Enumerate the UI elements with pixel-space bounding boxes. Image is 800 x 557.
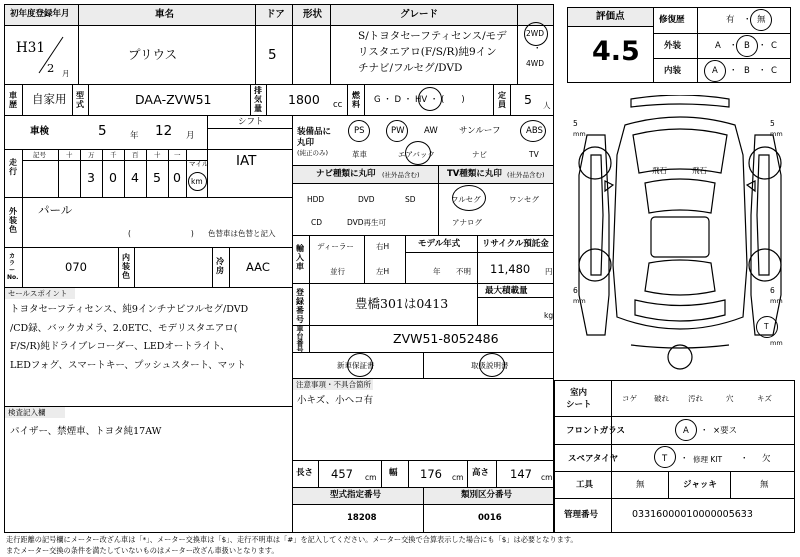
drive-4wd: 4WD [526,59,544,68]
model-value: DAA-ZVW51 [135,92,212,107]
import-parallel: 並行 [330,267,345,276]
ext-opt-b: B [744,41,750,51]
spare-diagram-mark: T [764,322,769,331]
tire-mm-fr: mm [770,130,783,138]
model-year-label: モデル年式 [418,239,461,249]
usage-label: 車歴 [9,91,17,109]
ext-opt-c: C [771,41,777,51]
windshield-opt-dot: ・ [700,426,709,436]
equip-pw: PW [391,126,405,136]
doc-warranty: 新車保証書 [337,361,375,370]
mileage-digit: 0 [173,170,181,185]
registration-label: 登録番号 [296,288,304,324]
equip-tv: TV [529,150,539,159]
grade-line-3: チナビ/フルセグ/DVD [358,62,463,74]
management-value: 03316000010000005633 [632,509,753,520]
navi-opt-dvd: DVD [358,195,375,204]
tools-label: 工具 [576,480,594,490]
stone-mark-left: 飛石 [652,166,667,175]
first-reg-label: 初年度登録年月 [10,9,70,19]
equip-aw: AW [424,126,438,136]
int-opt-a: A [712,66,718,76]
tire-mark-fr: 5 [770,119,775,128]
int-opt-b: B [744,66,750,76]
width-value: 176 [420,467,442,481]
fuel-options: G ・ D ・ HV ・ ( ) [374,95,465,105]
mileage-hdr-sen: 千 [110,151,117,159]
ext-label: 外装 [664,41,682,51]
sales-point-line: F/S/R)純ドライブレコーダー、LEDオートライト、 [10,341,230,352]
footer-note: またメーター交換の条件を満たしていないものはメーター改ざん車扱いとなります。 [6,546,279,555]
windshield-opt-a: A [683,426,689,436]
navi-opt-dvd-play: DVD再生可 [347,218,387,227]
chassis-label: 車台番号 [296,325,304,354]
aircon-label: 冷房 [216,257,224,275]
capacity-label: 定員 [498,91,506,109]
inspection-month-unit: 月 [186,131,195,141]
shift-value: IAT [236,153,257,169]
exterior-color-paren: ( ) [128,229,194,238]
import-label: 輸入車 [296,244,304,271]
windshield-a-circle [675,419,697,441]
repair-no-circle [750,9,772,31]
int-opt-dot: ・ [729,66,738,76]
mileage-hdr-ichi: 一 [174,151,181,159]
repair-opt-yes: 有 [726,15,735,25]
spare-opt-dot: ・ [680,454,689,464]
height-label: 高さ [472,468,490,478]
tv-title: TV種類に丸印 [447,169,502,179]
equip-abs: ABS [526,126,543,136]
int-opt-dot: ・ [758,66,767,76]
equipment-title: (純正のみ) [297,149,329,157]
int-opt-c: C [771,66,777,76]
seat-opt-hole: 穴 [726,394,734,403]
notes-value: 小キズ、小ヘコ有 [297,395,374,406]
sales-point-line: トヨタセーフティセンス、純9インチナビフルセグ/DVD [10,304,249,315]
height-value: 147 [510,467,532,481]
seat-opt-burn: コゲ [622,394,637,403]
category-label: 類別区分番号 [461,490,513,500]
seat-label: 室内 [570,388,588,398]
navi-opt-hdd: HDD [307,195,325,204]
recycle-unit: 円 [545,267,553,276]
car-name-label: 車名 [155,9,175,20]
navi-opt-cd: CD [311,218,323,227]
import-rh: 右H [376,242,390,251]
footer-note: 走行距離の記号欄にメーター改ざん車は「*」、メーター交換車は「$」、走行不明車は「#」を記入してください。メーター交換で合算表示した場合にも「$」は必要となります。 [6,535,578,544]
inspection-year: 5 [98,123,107,139]
height-unit: cm [541,473,553,482]
mileage-digit: 0 [109,170,117,185]
tire-mm-rl: mm [573,297,586,305]
width-label: 幅 [389,468,398,478]
aircon-value: AAC [246,260,270,274]
mileage-label: 走行 [9,158,17,176]
door-label: ドア [266,9,285,20]
score-value: 4.5 [592,36,640,67]
spare-t-circle [654,446,676,468]
tire-mark-rl: 6 [573,286,578,295]
doc-manual-circle [479,353,505,377]
displacement-value: 1800 [288,92,320,107]
usage-value: 自家用 [32,92,67,106]
spare-diagram-mm: mm [770,339,783,347]
type-designation-value: 18208 [347,513,377,523]
length-value: 457 [331,467,353,481]
mileage-digit: 3 [87,170,95,185]
ext-opt-dot: ・ [729,41,738,51]
tire-mark-rr: 6 [770,286,775,295]
tv-sub: (社外品含む) [507,171,545,179]
stone-mark-right: 飛石 [692,166,707,175]
equipment-title: 装備品に [297,127,332,137]
mileage-hdr-juu: 十 [154,151,161,159]
equip-leather: 革車 [352,150,367,159]
mileage-digit: 4 [131,170,139,185]
tire-mm-rr: mm [770,297,783,305]
capacity-unit: 人 [543,101,551,110]
drive-dot: ・ [533,44,542,54]
mileage-hdr-man: 万 [88,151,95,159]
color-no-label: カラーNo. [7,253,19,281]
mileage-km: km [191,177,203,186]
int-label: 内装 [664,66,682,76]
shape-label: 形状 [303,9,323,20]
equip-pw-circle [386,120,408,142]
fuel-hv-circle [418,87,442,111]
grade-label: グレード [400,9,439,20]
import-dealer: ディーラー [317,242,354,251]
model-year-unknown: 不明 [456,267,471,276]
model-label: 型式 [76,91,84,109]
score-label: 評価点 [596,11,625,22]
mileage-mile-label: マイル [189,160,209,168]
width-unit: cm [452,473,464,482]
mileage-hdr-hyaku: 百 [132,151,139,159]
mileage-hdr-symbol: 記号 [33,151,46,159]
seat-opt-scratch: キズ [757,394,772,403]
jack-value: 無 [760,480,769,490]
ext-b-circle [736,35,758,57]
spare-opt-dot: ・ [740,454,749,464]
notes-label: 注意事項・不具合箇所 [296,380,371,389]
tv-opt-oneseg: ワンセグ [509,195,539,204]
registration-value: 豊橋301は0413 [355,296,449,311]
navi-title: ナビ種類に丸印 [316,169,376,179]
max-load-label: 最大積載量 [485,286,528,296]
doc-warranty-circle [347,353,373,377]
jack-label: ジャッキ [683,480,717,490]
windshield-label: フロントガラス [566,426,625,436]
equipment-title: 丸印 [297,138,315,148]
length-unit: cm [365,473,377,482]
exterior-color-label: 外装色 [9,207,17,234]
capacity-value: 5 [524,92,532,107]
category-value: 0016 [478,513,502,523]
seat-opt-dirt: 汚れ [688,394,703,403]
inspection-month: 12 [155,123,173,139]
first-reg-month-unit: 月 [62,69,70,78]
model-year-unit: 年 [433,267,441,276]
tire-mark-fl: 5 [573,119,578,128]
ext-opt-a: A [715,41,721,51]
inspector-label: 検査記入欄 [8,408,46,417]
recycle-label: リサイクル預託金 [482,239,549,249]
tv-opt-fullseg: フルセグ [451,195,481,204]
shift-label: シフト [238,117,264,127]
equip-abs-circle [520,120,546,142]
grade-line-1: S/トヨタセーフティセンス/モデ [358,30,507,42]
repair-opt-no: 無 [757,15,766,25]
recycle-value: 11,480 [490,262,531,276]
int-a-circle [704,60,726,82]
exterior-color-note: 色替車は色替と記入 [208,229,276,238]
windshield-opt-x: ×要ス [713,426,738,436]
type-designation-label: 型式指定番号 [330,490,382,500]
tire-mm-fl: mm [573,130,586,138]
tv-fullseg-circle [452,185,486,211]
spare-label: スペアタイヤ [568,454,619,464]
sales-points-label: セールスポイント [8,289,68,298]
door-count: 5 [268,47,277,63]
interior-color-label: 内装色 [122,253,130,280]
inspection-year-unit: 年 [130,131,139,141]
color-no-value: 070 [65,260,87,274]
drive-2wd: 2WD [526,29,544,38]
tools-value: 無 [636,480,645,490]
equip-airbag-circle [405,141,431,165]
chassis-value: ZVW51-8052486 [393,331,499,346]
doc-manual: 取扱説明書 [471,361,509,370]
car-name: プリウス [128,47,178,62]
max-load-unit: kg [544,311,554,320]
first-reg-month: 2 [47,61,55,75]
inspector-value: パイザー、禁煙車、トヨタ純17AW [10,426,162,437]
navi-sub: (社外品含む) [382,171,420,179]
grade-line-2: リスタエアロ(F/S/R)純9イン [358,46,497,58]
repair-label: 修復歴 [659,15,685,25]
length-label: 長さ [296,468,314,478]
sales-point-line: LEDフォグ、スマートキー、プッシュスタート、マット [10,360,246,371]
repair-opt-dot: ・ [743,15,752,25]
sales-point-line: /CD録、バックカメラ、2.0ETC、モデリスタエアロ( [10,323,238,334]
displacement-unit: cc [333,100,343,110]
mileage-digit: 5 [153,170,161,185]
equip-ps: PS [354,126,365,136]
first-reg-era: H31 [16,40,45,56]
navi-opt-sd: SD [405,195,416,204]
displacement-label: 排気量 [254,86,262,113]
spare-opt-kit: 修理 KIT [693,455,723,464]
management-label: 管理番号 [564,510,599,520]
equip-sunroof: サンルーフ [459,126,501,136]
seat-opt-tear: 破れ [654,394,669,403]
fuel-label: 燃料 [352,91,360,109]
seat-label: シート [566,400,592,410]
spare-opt-t: T [662,454,668,464]
tv-opt-analog: アナログ [452,218,482,227]
equip-navi: ナビ [472,150,487,159]
import-lh: 左H [376,267,390,276]
inspection-label: 車検 [30,126,50,137]
spare-opt-missing: 欠 [762,454,771,464]
equip-airbag: エアバック [398,150,435,159]
ext-opt-dot: ・ [758,41,767,51]
mileage-hdr-10k: 十 [66,151,73,159]
equip-ps-circle [348,120,370,142]
exterior-color-value: パール [38,203,73,217]
